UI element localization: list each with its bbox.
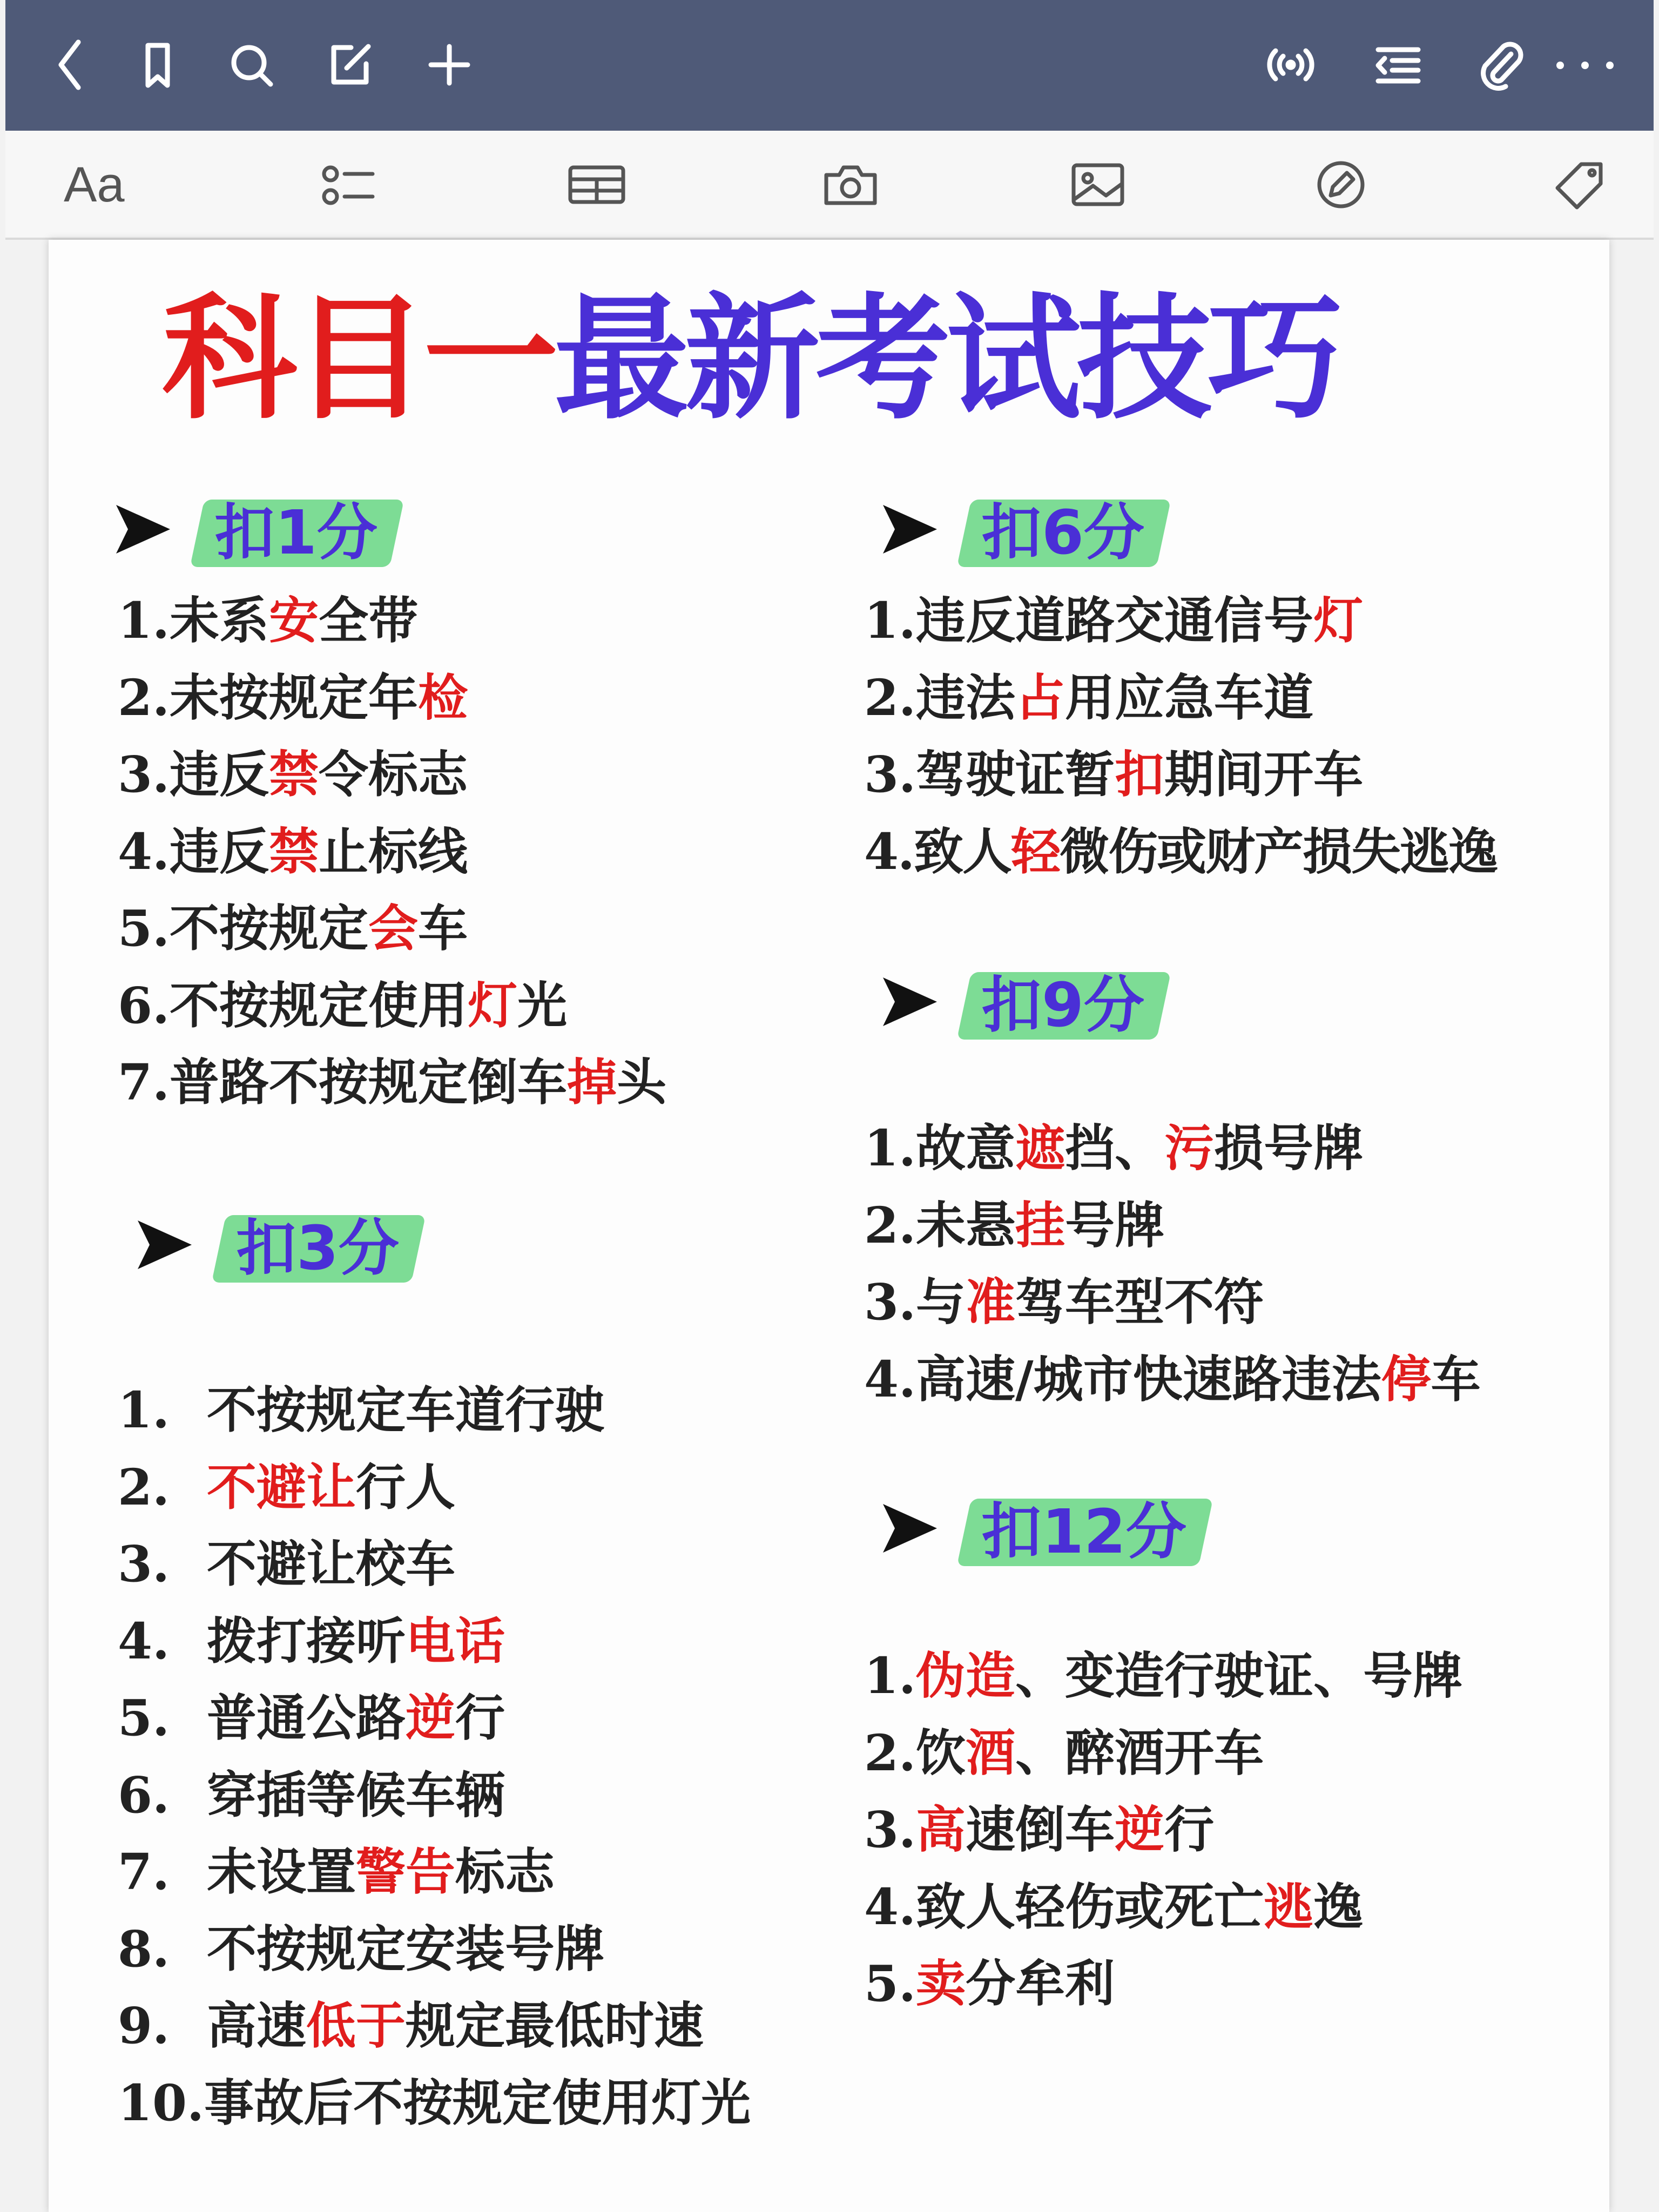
arrow-bullet-icon [883,505,937,554]
outline-icon[interactable] [1371,38,1425,92]
list-item: 2.未悬挂号牌 [864,1196,1165,1255]
list-item: 3.高速倒车逆行 [864,1800,1215,1859]
search-icon[interactable] [224,38,278,92]
page-title [162,280,1338,437]
pen-icon[interactable] [1311,158,1371,212]
section-title: 扣1分 [214,498,377,568]
broadcast-icon[interactable] [1264,38,1318,92]
back-icon[interactable] [46,38,100,92]
list-item: 4.高速/城市快速路违法停车 [864,1350,1481,1408]
list-item: 4.违反禁止标线 [118,822,468,881]
top-nav-bar [5,0,1654,131]
more-icon[interactable] [1556,49,1616,81]
list-item: 6.不按规定使用灯光 [118,976,568,1035]
list-item: 7.普路不按规定倒车掉头 [118,1053,667,1111]
list-item: 1.伪造、变造行驶证、号牌 [864,1647,1463,1705]
list-item: 1.故意遮挡、污损号牌 [864,1119,1364,1177]
arrow-bullet-icon [138,1220,192,1269]
list-item: 2.饮酒、醉酒开车 [864,1723,1264,1782]
list-item: 5.不按规定会车 [118,899,468,957]
list-item: 4. 拨打接听电话 [118,1611,505,1670]
editing-toolbar [5,131,1654,240]
list-item: 1.未系安全带 [118,591,419,650]
list-item: 3.与准驾车型不符 [864,1273,1264,1331]
deduction-list-6pt [864,582,1497,890]
list-item: 2.违法占用应急车道 [864,668,1314,727]
section-title: 扣12分 [981,1497,1186,1567]
list-item: 1.违反道路交通信号灯 [864,591,1364,650]
list-item: 9. 高速低于规定最低时速 [118,1997,704,2055]
title-part-red: 科目一 [162,280,554,437]
image-icon[interactable] [1068,158,1128,212]
font-format-button[interactable]: Aa [64,157,125,212]
list-item: 2. 不避让行人 [118,1458,456,1516]
list-item: 4.致人轻伤或死亡逃逸 [864,1877,1364,1936]
add-icon[interactable] [422,38,476,92]
tag-icon[interactable] [1550,158,1609,212]
list-item: 10.事故后不按规定使用灯光 [118,2073,751,2132]
section-title: 扣3分 [236,1213,399,1284]
list-item: 8. 不按规定安装号牌 [118,1919,605,1978]
list-item: 5.卖分牟利 [864,1954,1115,2013]
list-item: 4.致人轻微伤或财产损失逃逸 [864,822,1498,881]
deduction-list-3pt [118,1372,751,2141]
list-item: 6. 穿插等候车辆 [118,1765,505,1824]
list-item: 1. 不按规定车道行驶 [118,1381,605,1439]
deduction-list-12pt [864,1637,1462,2022]
list-item: 3.违反禁令标志 [118,745,468,804]
section-title: 扣6分 [981,498,1144,568]
title-part-blue: 最新考试技巧 [554,280,1338,437]
arrow-bullet-icon [883,1504,937,1553]
bookmark-icon[interactable] [131,38,185,92]
list-item: 5. 普通公路逆行 [118,1689,505,1747]
arrow-bullet-icon [116,505,170,554]
list-item: 7. 未设置警告标志 [118,1843,555,1901]
edit-icon[interactable] [323,38,377,92]
attachment-icon[interactable] [1473,38,1527,92]
list-item: 3.驾驶证暂扣期间开车 [864,745,1364,804]
arrow-bullet-icon [883,977,937,1026]
deduction-list-1pt [118,582,666,1121]
list-item: 3. 不避让校车 [118,1535,456,1593]
section-title: 扣9分 [981,970,1144,1041]
checklist-icon[interactable] [319,158,378,212]
deduction-list-9pt [864,1110,1481,1418]
camera-icon[interactable] [821,158,880,212]
list-item: 2.未按规定年检 [118,668,468,727]
table-icon[interactable] [567,158,626,212]
